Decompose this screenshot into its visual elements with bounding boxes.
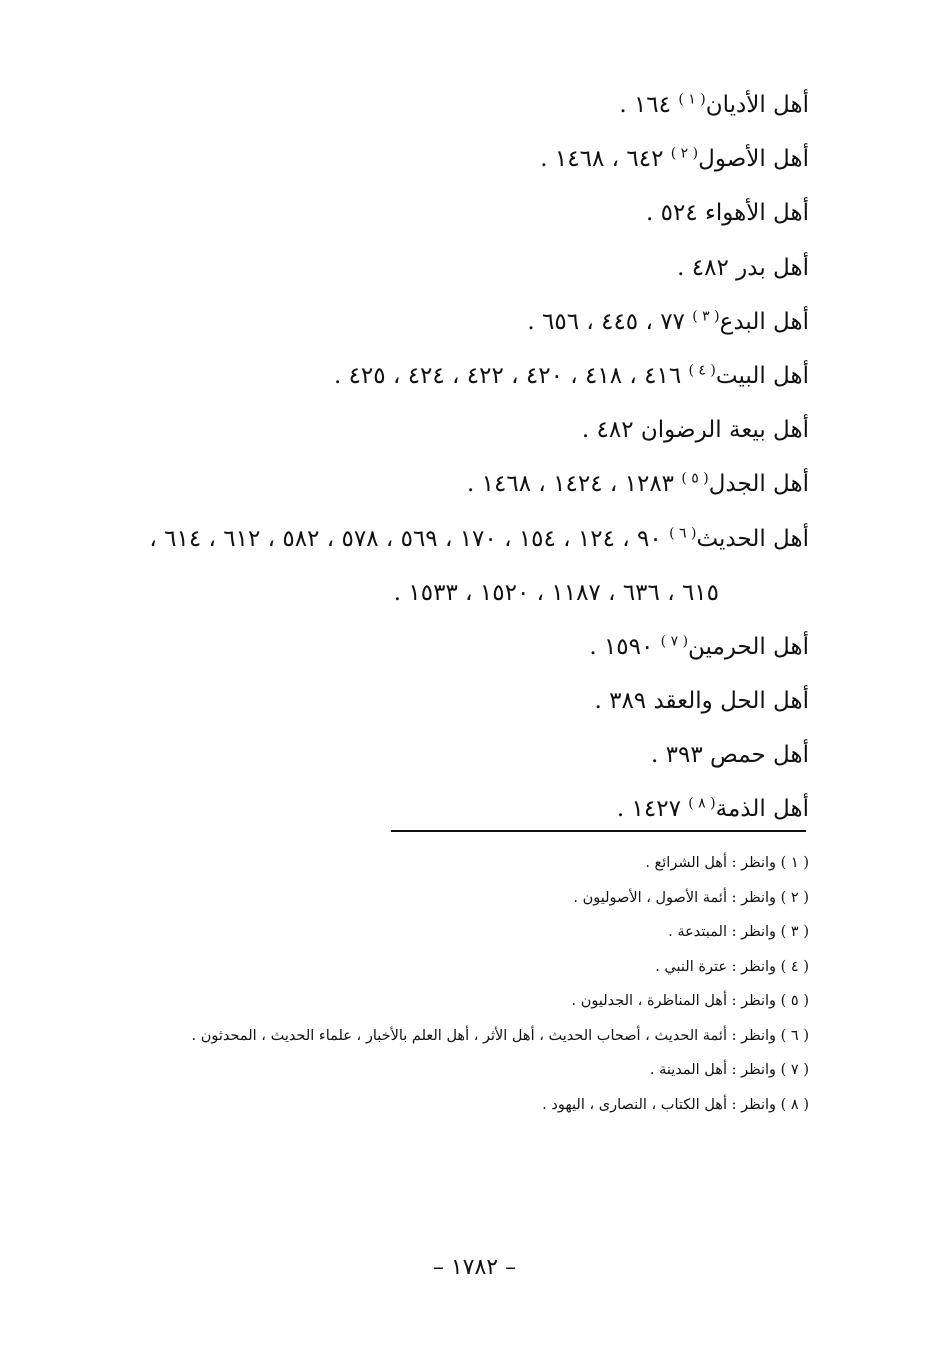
entry-pages: ٣٨٩ .: [594, 688, 654, 715]
footnote: ( ٧ ) وانظر : أهل المدينة .: [649, 1062, 809, 1078]
index-entry: [89, 782, 809, 836]
entry-term: أهل الحرمين: [688, 633, 809, 660]
entry-pages: ٧٧ ، ٤٤٥ ، ٦٥٦ .: [527, 308, 693, 335]
index-entry: [89, 78, 809, 132]
footnote-ref: ( ٤ ): [688, 362, 716, 379]
entry-term: أهل بدر: [736, 254, 809, 281]
index-entry: [89, 295, 809, 349]
index-entry: [89, 186, 809, 240]
index-entry: [89, 620, 809, 674]
entry-pages: ١٤٢٧ .: [616, 796, 689, 823]
entry-term: أهل الجدل: [708, 471, 809, 498]
entry-pages: ٦٤٢ ، ١٤٦٨ .: [540, 146, 671, 173]
index-entry-continuation: [89, 566, 809, 620]
index-entry: [89, 512, 809, 566]
entry-term: أهل الأصول: [698, 146, 809, 173]
footnote-ref: ( ٦ ): [669, 524, 697, 541]
entry-term: أهل الأهواء: [705, 200, 809, 227]
index-entry: [89, 349, 809, 403]
entry-pages: ٥٢٤ .: [646, 200, 706, 227]
entry-pages: ٩٠ ، ١٢٤ ، ١٥٤ ، ١٧٠ ، ٥٦٩ ، ٥٧٨ ، ٥٨٢ ، ٦١٢ ، ٦١٤ ،: [149, 525, 670, 552]
entry-term: أهل الذمة: [715, 796, 809, 823]
footnote: ( ١ ) وانظر : أهل الشرائع .: [645, 855, 809, 871]
entry-term: أهل بيعة الرضوان: [640, 417, 809, 444]
index-entry: [89, 728, 809, 782]
entry-term: أهل الحديث: [696, 525, 809, 552]
footnote-ref: ( ٥ ): [681, 470, 709, 487]
entry-pages: ١٦٤ .: [619, 92, 679, 118]
footnote: ( ٢ ) وانظر : أئمة الأصول ، الأصوليون .: [573, 889, 809, 906]
entry-term: أهل البدع: [719, 308, 809, 335]
entry-pages: ٤٨٢ .: [677, 254, 737, 281]
entry-pages: ٣٩٣ .: [651, 742, 711, 769]
footnote-ref: ( ٢ ): [670, 145, 699, 162]
footnote-divider: [391, 830, 806, 832]
index-entry: [89, 403, 809, 457]
footnote-ref: ( ٣ ): [692, 308, 720, 325]
footnote-ref: ( ١ ): [678, 91, 706, 108]
footnote: ( ٣ ) وانظر : المبتدعة .: [668, 924, 809, 940]
entry-term: أهل الأديان: [705, 92, 809, 118]
footnote-ref: ( ٧ ): [660, 633, 689, 650]
entry-pages: ١٥٩٠ .: [589, 633, 661, 660]
page-number: – ١٧٨٢ –: [432, 1255, 517, 1280]
footnote: ( ٦ ) وانظر : أئمة الحديث ، أصحاب الحديث ، أهل الأثر ، أهل العلم بالأخبار ، علماء الحديث ، المحدثون .: [191, 1027, 809, 1044]
entry-pages: ١٢٨٣ ، ١٤٢٤ ، ١٤٦٨ .: [467, 471, 682, 498]
footnotes: [89, 846, 809, 1122]
entry-pages: ٤٨٢ .: [581, 417, 641, 444]
index-entry: [89, 457, 809, 511]
index-entry: [89, 132, 809, 186]
footnote: ( ٤ ) وانظر : عترة النبي .: [655, 958, 809, 975]
index-entries: [89, 78, 809, 837]
entry-pages: ٤١٦ ، ٤١٨ ، ٤٢٠ ، ٤٢٢ ، ٤٢٤ ، ٤٢٥ .: [333, 362, 689, 389]
entry-term: أهل الحل والعقد: [653, 688, 809, 715]
footnote-ref: ( ٨ ): [688, 795, 716, 812]
index-entry: [89, 241, 809, 295]
footnote: ( ٥ ) وانظر : أهل المناظرة ، الجدليون .: [571, 993, 809, 1009]
entry-term: أهل البيت: [715, 362, 809, 389]
entry-pages: ٦١٥ ، ٦٣٦ ، ١١٨٧ ، ١٥٢٠ ، ١٥٣٣ .: [393, 579, 719, 606]
entry-term: أهل حمص: [710, 742, 809, 769]
footnote: ( ٨ ) وانظر : أهل الكتاب ، النصارى ، اليهود .: [542, 1096, 809, 1113]
index-entry: [89, 674, 809, 728]
